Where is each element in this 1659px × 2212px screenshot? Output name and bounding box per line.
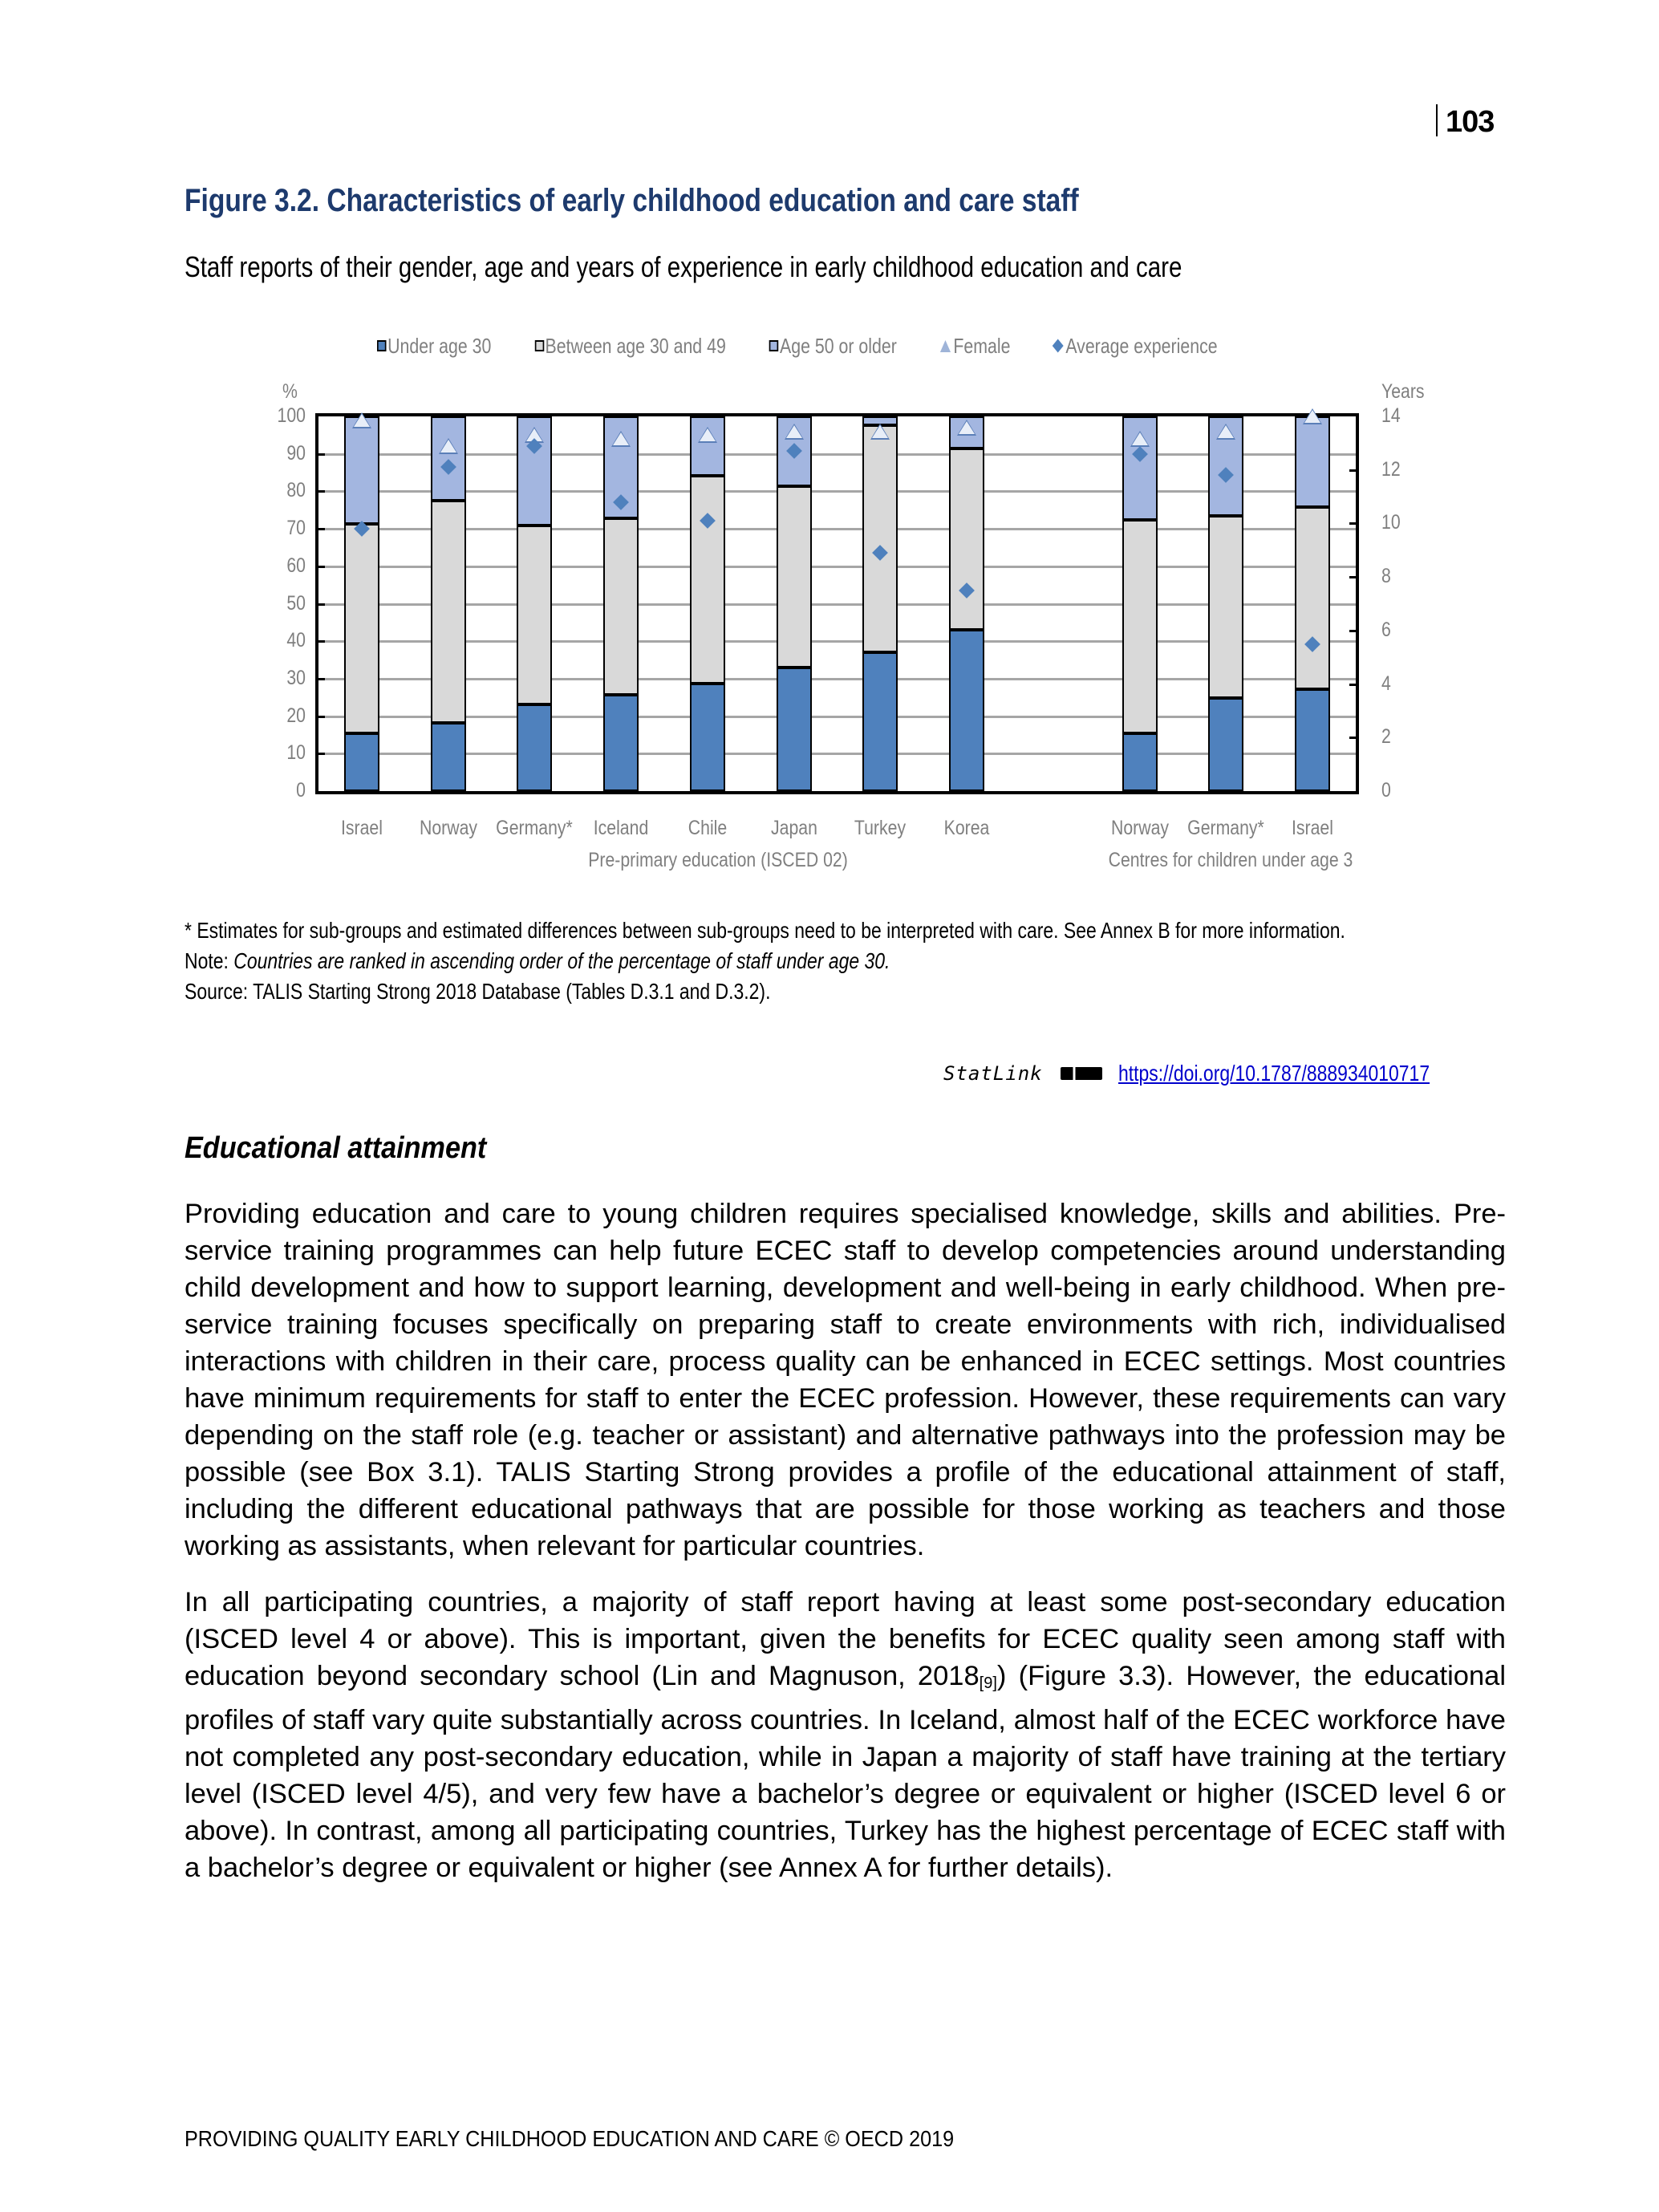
page-number-text: 103 [1446,105,1495,139]
y-left-tick-mark [318,528,325,530]
y-right-tick-label: 12 [1381,457,1401,481]
bar-segment-30-49 [777,486,812,668]
bar-segment-50-plus [690,416,725,476]
female-triangle-marker [785,424,804,440]
bar-segment-under-30 [862,652,898,791]
legend-label: Female [953,333,1011,358]
female-triangle-marker [957,420,976,436]
x-axis-label: Japan [770,817,817,839]
y-right-tick-label: 14 [1381,404,1401,427]
footnote-estimates: * Estimates for sub-groups and estimated differences between sub-groups need to be interpreted with care. See Annex B for more information. [185,918,1345,943]
legend-item-female [940,332,1010,359]
page-number [1436,104,1494,140]
figure-title: Figure 3.2. Characteristics of early childhood education and care staff [185,183,1079,218]
y-left-tick-label: 40 [286,629,306,652]
bar-segment-under-30 [777,668,812,791]
note-label: Note: [185,948,234,973]
female-triangle-marker [352,412,371,428]
x-axis-label: Germany* [496,817,574,839]
y-right-tick-label: 8 [1381,565,1391,588]
x-axis-label: Israel [340,817,383,839]
paragraph-2-text: In all participating countries, a majority of staff report having at least some post-secondary education (ISCED level 4 or above). This is important, given the benefits for ECEC quality seen among staff with education beyond secondary school (Lin and Magnuson, 2018 [185,1587,1506,1691]
female-triangle-marker [1303,408,1322,424]
legend-item-50-plus [769,332,897,359]
note [185,948,890,974]
y-right-tick-label: 6 [1381,618,1391,641]
gridline [318,640,1356,643]
bar-segment-30-49 [1122,520,1158,733]
y-left-tick-label: 80 [286,479,306,502]
paragraph-2-text-cont: ) (Figure 3.3). However, the educational profiles of staff vary quite substantially across countries. In Iceland, almost half of the ECEC workforce have not completed any post-secondary education, while in Japan a majority of staff have training at the tertiary level (ISCED level 4/5), and very few have a bachelor’s degree or equivalent or higher (ISCED level 6 or above). In contrast, among all participating countries, Turkey has the highest percentage of ECEC staff with a bachelor’s degree or equivalent or higher (see Annex A for further details). [185,1661,1506,1883]
y-right-tick-mark [1349,737,1356,739]
x-axis-label: Turkey [854,817,907,839]
y-left-tick-label: 0 [296,779,306,802]
female-triangle-marker [698,427,717,443]
y-left-tick-mark [318,753,325,755]
group-label-preprimary: Pre-primary education (ISCED 02) [588,849,848,871]
y-right-tick-label: 4 [1381,672,1391,695]
x-axis-label: Iceland [593,817,649,839]
bar-segment-30-49 [1295,507,1330,688]
female-triangle-marker [870,424,890,440]
legend-item-experience [1054,332,1218,359]
x-axis-label: Israel [1292,817,1334,839]
legend-label: Between age 30 and 49 [545,333,726,358]
x-axis-label: Chile [688,817,728,839]
legend-item-under-30 [377,332,491,359]
y-left-tick-label: 20 [286,704,306,727]
statlink [943,1061,1498,1086]
bar-segment-50-plus [1295,416,1330,507]
section-heading: Educational attainment [185,1131,487,1165]
statlink-url-link[interactable]: https://doi.org/10.1787/888934010717 [1117,1061,1430,1086]
gridline [318,453,1356,456]
y-right-tick-label: 0 [1381,779,1391,802]
y-left-tick-label: 10 [286,741,306,765]
y-left-tick-mark [318,678,325,680]
legend-swatch-50-plus [769,340,778,351]
x-axis-label: Norway [419,817,477,839]
bar-segment-under-30 [1295,689,1330,791]
x-axis-label: Korea [943,817,990,839]
page-footer: PROVIDING QUALITY EARLY CHILDHOOD EDUCATION AND CARE © OECD 2019 [185,2126,955,2151]
legend-label: Under age 30 [387,333,492,358]
y-left-tick-label: 60 [286,554,306,577]
bar-segment-30-49 [431,501,466,723]
y-left-tick-mark [318,490,325,493]
gridline [318,603,1356,606]
y-right-tick-mark [1349,469,1356,472]
gridline [318,490,1356,493]
bar-segment-under-30 [517,704,552,791]
paragraph-2 [185,1584,1506,1886]
note-text: Countries are ranked in ascending order of the percentage of staff under age 30. [233,948,890,973]
y-left-tick-mark [318,640,325,643]
y-left-tick-mark [318,453,325,456]
citation-ref-link[interactable]: [9] [979,1674,997,1692]
y-left-tick-mark [318,716,325,718]
y-axis-left-unit: % [282,380,298,403]
bar-segment-50-plus [344,416,379,524]
female-triangle-marker [439,438,458,454]
legend-label: Age 50 or older [780,333,897,358]
y-right-tick-mark [1349,576,1356,578]
bar-segment-under-30 [431,723,466,791]
bar-segment-30-49 [862,425,898,652]
y-right-tick-mark [1349,522,1356,525]
chart-plot-area [315,413,1359,794]
page-number-divider [1436,104,1438,136]
statlink-label: StatLink [943,1062,1043,1085]
bar-segment-30-49 [690,476,725,684]
gridline [318,753,1356,755]
group-label-under3: Centres for children under age 3 [1108,849,1353,871]
legend-swatch-under-30 [377,340,386,351]
female-triangle-marker [1130,431,1150,447]
gridline [318,528,1356,530]
y-axis-right-unit: Years [1381,380,1425,403]
female-triangle-marker [611,431,631,447]
bar-segment-30-49 [517,526,552,704]
bar-segment-under-30 [603,695,639,791]
y-left-tick-label: 50 [286,591,306,615]
gridline [318,716,1356,718]
bar-segment-under-30 [949,630,984,791]
bar-segment-30-49 [344,524,379,734]
statlink-logo-icon [1061,1067,1102,1080]
y-right-tick-label: 10 [1381,511,1401,534]
y-left-tick-mark [318,603,325,606]
y-left-tick-label: 30 [286,666,306,689]
y-right-tick-mark [1349,630,1356,632]
bar-segment-under-30 [1208,698,1243,791]
x-axis-label: Norway [1110,817,1169,839]
y-left-tick-label: 90 [286,441,306,465]
legend-item-30-49 [534,332,725,359]
legend-label: Average experience [1065,333,1218,358]
source-note: Source: TALIS Starting Strong 2018 Database (Tables D.3.1 and D.3.2). [185,979,771,1004]
y-right-tick-mark [1349,684,1356,686]
y-right-tick-label: 2 [1381,725,1391,749]
paragraph-1: Providing education and care to young children requires specialised knowledge, skills and abilities. Pre-service training programmes can help future ECEC staff to develop competencies around understanding child development and how to support learning, development and well-being in early childhood. When pre-service training focuses specifically on preparing staff to create environments with rich, individualised interactions with children in their care, process quality can be enhanced in ECEC settings. Most countries have minimum requirements for staff to enter the ECEC profession. However, these requirements can vary depending on the staff role (e.g. teacher or assistant) and alternative pathways into the profession may be possible (see Box 3.1). TALIS Starting Strong provides a profile of the educational attainment of staff, including the different educational pathways that are possible for those working as teachers and those working as assistants, when relevant for particular countries. [185,1199,1506,1561]
y-left-tick-label: 100 [277,404,306,427]
x-axis-label: Germany* [1187,817,1265,839]
diamond-icon [1053,339,1064,353]
chart-legend [377,332,1261,359]
bar-segment-30-49 [949,448,984,630]
bar-segment-30-49 [1208,516,1243,698]
bar-segment-under-30 [344,733,379,791]
triangle-icon [940,340,951,352]
y-left-tick-label: 70 [286,517,306,540]
figure-subtitle: Staff reports of their gender, age and years of experience in early childhood education and care [185,250,1182,283]
legend-swatch-30-49 [534,340,543,351]
gridline [318,678,1356,680]
bar-segment-under-30 [690,684,725,791]
female-triangle-marker [1216,424,1235,440]
gridline [318,566,1356,568]
bar-segment-30-49 [603,518,639,695]
bar-segment-under-30 [1122,733,1158,791]
y-left-tick-mark [318,566,325,568]
